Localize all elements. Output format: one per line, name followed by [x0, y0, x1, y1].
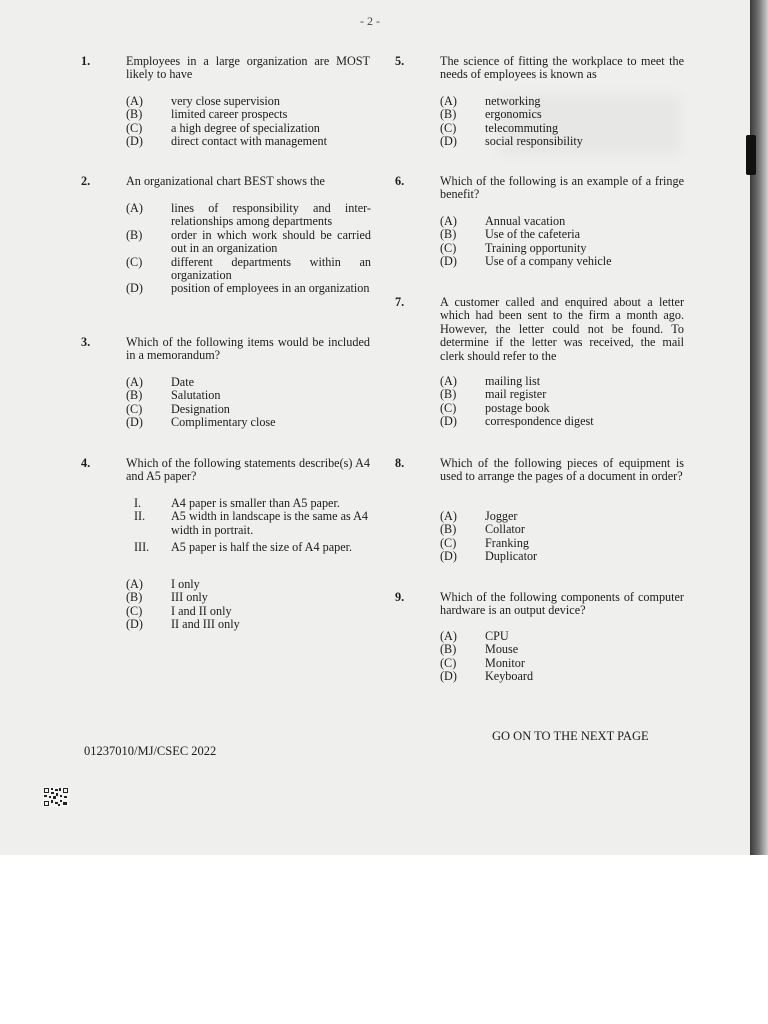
option-c[interactable]: (C) different departments within an organization: [126, 254, 371, 283]
option-b[interactable]: (B) mail register: [440, 387, 547, 402]
option-c[interactable]: (C) telecommuting: [440, 120, 559, 135]
scanner-edge-mark: [746, 135, 756, 175]
options-list: [126, 376, 371, 430]
question-number: 2.: [81, 174, 91, 188]
page-number: - 2 -: [360, 14, 380, 28]
options-list: [440, 375, 685, 429]
option-d[interactable]: (D) Complimentary close: [126, 415, 276, 430]
statement-i: I. A4 paper is smaller than A5 paper.: [134, 496, 340, 510]
option-d[interactable]: (D) direct contact with management: [126, 134, 328, 149]
qr-code-icon: [43, 787, 69, 807]
question-number: 6.: [395, 174, 405, 188]
statements-list: [126, 497, 371, 555]
question-number: 9.: [395, 590, 405, 604]
option-c[interactable]: (C) Monitor: [440, 655, 525, 670]
option-b[interactable]: (B) Collator: [440, 522, 525, 537]
option-a[interactable]: (A) very close supervision: [126, 94, 280, 108]
option-a[interactable]: (A) I only: [126, 577, 200, 591]
question-number: 4.: [81, 456, 91, 470]
option-d[interactable]: (D) position of employees in an organization: [126, 281, 370, 296]
option-c[interactable]: (C) postage book: [440, 400, 550, 415]
options-list: [440, 630, 685, 684]
statement-ii: II. A5 width in landscape is the same as A4 width in portrait.: [134, 509, 368, 537]
question-number: 7.: [395, 295, 405, 309]
option-d[interactable]: (D) Use of a company vehicle: [440, 254, 612, 269]
option-d[interactable]: (D) correspondence digest: [440, 414, 594, 429]
options-list: [440, 95, 685, 149]
option-d[interactable]: (D) Keyboard: [440, 669, 534, 684]
option-b[interactable]: (B) order in which work should be carried out in an organization: [126, 227, 371, 256]
scanner-edge: [750, 0, 768, 855]
options-list: [126, 578, 371, 632]
next-page-label: GO ON TO THE NEXT PAGE: [492, 729, 649, 743]
statement-iii: III. A5 paper is half the size of A4 paper.: [134, 540, 353, 555]
footer-code: 01237010/MJ/CSEC 2022: [84, 744, 217, 758]
question-stem: Which of the following statements describe(s) A4 and A5 paper?: [126, 456, 370, 484]
question-stem: Which of the following components of computer hardware is an output device?: [440, 590, 684, 618]
question-number: 3.: [81, 335, 91, 349]
option-c[interactable]: (C) I and II only: [126, 603, 232, 618]
option-c[interactable]: (C) Franking: [440, 535, 530, 550]
option-a[interactable]: (A) networking: [440, 94, 541, 108]
options-list: [126, 95, 371, 149]
option-a[interactable]: (A) Jogger: [440, 509, 518, 523]
options-list: [126, 202, 371, 296]
option-a[interactable]: (A) lines of responsibility and inter-relationships among departments: [126, 201, 371, 229]
option-d[interactable]: (D) II and III only: [126, 617, 240, 632]
option-b[interactable]: (B) ergonomics: [440, 107, 542, 122]
question-stem: An organizational chart BEST shows the: [126, 174, 325, 188]
option-a[interactable]: (A) CPU: [440, 629, 509, 643]
question-stem: A customer called and enquired about a letter which had been sent to the firm a month ago. However, the letter could not be found. To determine if the letter was received, the mail clerk should refer to the: [440, 295, 684, 363]
option-b[interactable]: (B) III only: [126, 590, 208, 605]
option-b[interactable]: (B) Use of the cafeteria: [440, 227, 581, 242]
question-stem: Which of the following is an example of a fringe benefit?: [440, 174, 684, 202]
option-d[interactable]: (D) social responsibility: [440, 134, 583, 149]
option-b[interactable]: (B) limited career prospects: [126, 107, 288, 122]
question-number: 1.: [81, 54, 91, 68]
question-stem: Which of the following items would be included in a memorandum?: [126, 335, 370, 363]
option-b[interactable]: (B) Mouse: [440, 642, 519, 657]
question-stem: Employees in a large organization are MOST likely to have: [126, 54, 370, 82]
question-number: 8.: [395, 456, 405, 470]
question-number: 5.: [395, 54, 405, 68]
options-list: [440, 215, 685, 269]
option-c[interactable]: (C) Training opportunity: [440, 240, 587, 255]
question-stem: Which of the following pieces of equipment is used to arrange the pages of a document in order?: [440, 456, 684, 484]
option-a[interactable]: (A) Date: [126, 375, 195, 389]
option-c[interactable]: (C) a high degree of specialization: [126, 120, 320, 135]
option-b[interactable]: (B) Salutation: [126, 388, 221, 403]
question-stem: The science of fitting the workplace to meet the needs of employees is known as: [440, 54, 684, 82]
option-a[interactable]: (A) Annual vacation: [440, 214, 566, 228]
option-c[interactable]: (C) Designation: [126, 401, 230, 416]
option-a[interactable]: (A) mailing list: [440, 374, 541, 388]
option-d[interactable]: (D) Duplicator: [440, 549, 538, 564]
options-list: [440, 510, 685, 564]
